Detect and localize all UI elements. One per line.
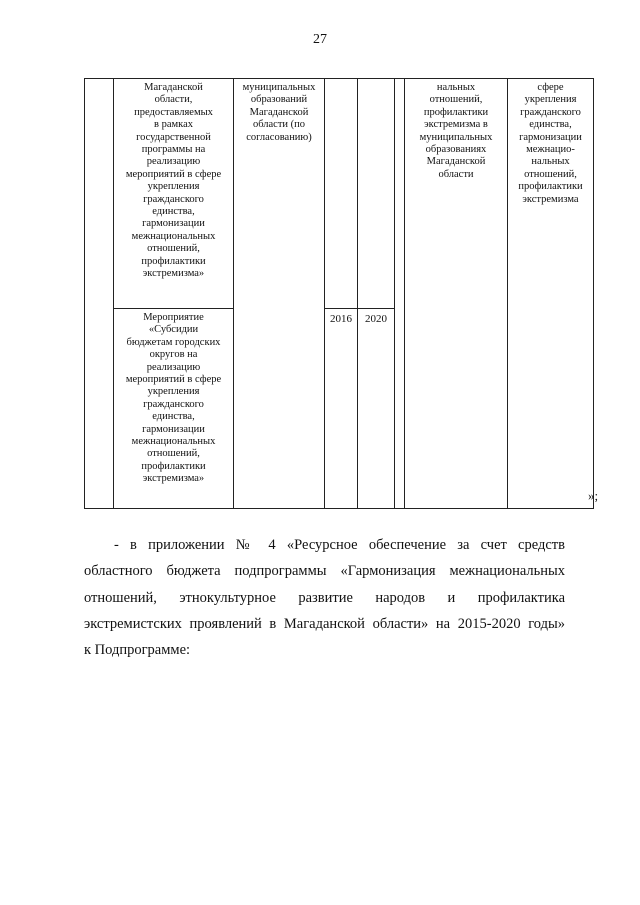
table-cell-executor bbox=[234, 79, 325, 509]
program-table bbox=[84, 78, 594, 509]
table-cell-description bbox=[114, 309, 234, 509]
paragraph-line: - в приложении № 4 «Ресурсное обеспечение за счет средств bbox=[114, 537, 565, 553]
paragraph-line: к Подпрограмме: bbox=[84, 642, 191, 659]
table-cell-empty bbox=[358, 79, 395, 309]
table-cell-empty bbox=[395, 79, 405, 509]
table-row bbox=[85, 79, 594, 309]
page-number: 27 bbox=[313, 32, 327, 47]
cell-text: Мероприятие «Субсидии бюджетам городских округов на реализацию мероприятий в сфере укрепления гражданского единства, гармонизации межнациональных отношений, профилактики экстремизма» bbox=[125, 312, 222, 485]
paragraph-line: отношений, этнокультурное развитие народов и профилактика bbox=[84, 589, 565, 606]
cell-text: муниципальных образований Магаданской области (по согласованию) bbox=[242, 82, 316, 143]
cell-text: нальных отношений, профилактики экстремизма в муниципальных образованиях Магаданской области bbox=[419, 82, 493, 180]
paragraph-line: экстремистских проявлений в Магаданской области» на 2015-2020 годы» bbox=[84, 615, 565, 632]
paragraph-line: областного бюджета подпрограммы «Гармонизация межнациональных bbox=[84, 563, 565, 580]
table-cell-end-year: 2020 bbox=[358, 309, 395, 509]
table-cell-goal bbox=[508, 79, 594, 509]
cell-text: Магаданской области, предоставляемых в рамках государственной программы на реализацию мероприятий в сфере укрепления гражданского единства, гармонизации межнациональных отношений, профилактики экстремизма» bbox=[125, 82, 222, 280]
table-cell-empty bbox=[325, 79, 358, 309]
cell-text: сфере укрепления гражданского единства, гармонизации межнацио- нальных отношений, профилактики экстремизма bbox=[518, 82, 583, 205]
table-cell-result bbox=[405, 79, 508, 509]
closing-quote-mark: »; bbox=[588, 488, 599, 503]
amendment-paragraph bbox=[84, 532, 565, 663]
table-cell-description bbox=[114, 79, 234, 309]
table-cell-empty bbox=[85, 79, 114, 509]
table-cell-start-year: 2016 bbox=[325, 309, 358, 509]
